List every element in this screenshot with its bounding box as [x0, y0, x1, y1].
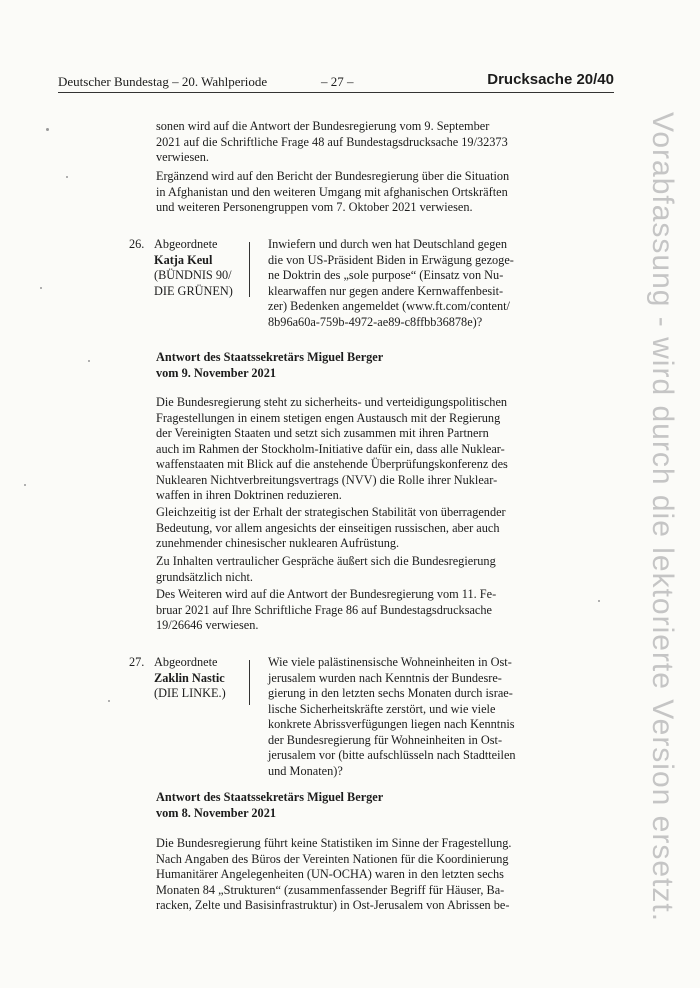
- text-line: Monaten 84 „Strukturen“ (zusammenfassender Begriff für Häuser, Ba-: [156, 882, 505, 897]
- text-line: Wie viele palästinensische Wohneinheiten in Ost-: [268, 655, 512, 669]
- text-line: bruar 2021 auf Ihre Schriftliche Frage 86 auf Bundestagsdrucksache: [156, 602, 492, 617]
- text-line: jerusalem wurden nach Kenntnis der Bundesre-: [268, 670, 502, 685]
- text-line: zer) Bedenken angemeldet (www.ft.com/content/: [268, 299, 510, 313]
- answer-paragraph: [156, 505, 523, 552]
- text-line: Nach Angaben des Büros der Vereinten Nationen für die Koordinierung: [156, 851, 509, 866]
- text-line: gierung in den letzten sechs Monaten durch israe-: [268, 686, 513, 700]
- text-line: Humanitärer Angelegenheiten (UN-OCHA) waren in den letzten sechs: [156, 867, 504, 881]
- asker-party: (BÜNDNIS 90/: [154, 268, 232, 282]
- text-line: der Bundesregierung für Wohneinheiten in Ost-: [268, 732, 503, 747]
- text-line: Die Bundesregierung steht zu sicherheits- und verteidigungspolitischen: [156, 395, 508, 409]
- question-text: [268, 237, 523, 330]
- text-line: lische Sicherheitskräfte zerstört, und wie viele: [268, 701, 496, 716]
- text-line: Fragestellungen in einem stetigen engen Austausch mit der Regierung: [156, 410, 501, 425]
- question-asker: [154, 655, 226, 702]
- scan-speck: [24, 484, 26, 486]
- watermark-text: Vorabfassung - wird durch die lektorierte Version ersetzt.: [646, 112, 679, 923]
- text-line: Gleichzeitig ist der Erhalt der strategischen Stabilität von überragender: [156, 505, 506, 519]
- page-number: – 27 –: [321, 74, 354, 89]
- text-line: Zu Inhalten vertraulicher Gespräche äußert sich die Bundesregierung: [156, 554, 496, 568]
- page-header: [58, 72, 614, 92]
- asker-name: Katja Keul: [154, 252, 213, 267]
- answer-heading: [156, 790, 383, 821]
- text-line: jerusalem vor (bitte aufschlüsseln nach Stadtteilen: [268, 748, 516, 762]
- answer-paragraph: [156, 587, 523, 634]
- text-line: die von US-Präsident Biden in Erwägung gezoge-: [268, 252, 514, 267]
- header-publication: Deutscher Bundestag – 20. Wahlperiode: [58, 74, 268, 89]
- question-number: 26.: [129, 237, 145, 251]
- text-line: Die Bundesregierung führt keine Statistiken im Sinne der Fragestellung.: [156, 836, 512, 850]
- text-line: 8b96a60a-759b-4972-ae89-c8ffbb36878e)?: [268, 314, 483, 329]
- text-line: ne Doktrin des „sole purpose“ (Einsatz von Nu-: [268, 268, 504, 282]
- intro-paragraph-1: [156, 119, 523, 166]
- answer-paragraph: [156, 836, 523, 914]
- text-line: Nuklearen Nichtverbreitungsvertrags (NVV) die Rolle ihrer Nuklear-: [156, 472, 498, 487]
- text-line: konkrete Abrissverfügungen liegen nach Kenntnis: [268, 717, 515, 731]
- scan-speck: [40, 287, 42, 289]
- scan-speck: [598, 600, 600, 602]
- answer-paragraph: [156, 554, 523, 585]
- draft-watermark: [643, 112, 693, 923]
- text-line: Ergänzend wird auf den Bericht der Bundesregierung über die Situation: [156, 169, 510, 183]
- text-line: auch im Rahmen der Stockholm-Initiative dafür ein, dass alle Nuklear-: [156, 441, 505, 456]
- text-line: Des Weiteren wird auf die Antwort der Bundesregierung vom 11. Fe-: [156, 587, 497, 601]
- column-divider: [249, 242, 250, 297]
- text-line: verwiesen.: [156, 150, 209, 164]
- scan-speck: [88, 360, 90, 362]
- answer-heading: [156, 350, 383, 381]
- text-line: zunehmender chinesischer nuklearen Aufrüstung.: [156, 536, 400, 550]
- column-divider: [249, 660, 250, 705]
- text-line: klearwaffen nur gegen andere Kernwaffenbesit-: [268, 283, 504, 298]
- answer-title: Antwort des Staatssekretärs Miguel Berger: [156, 790, 384, 804]
- question-text: [268, 655, 523, 779]
- text-line: grundsätzlich nicht.: [156, 569, 253, 584]
- text-line: waffenstaaten mit Blick auf die anstehende Überprüfungskonferenz des: [156, 457, 508, 471]
- scan-speck: [66, 176, 68, 178]
- asker-role: Abgeordnete: [154, 655, 218, 669]
- scan-speck: [46, 128, 49, 131]
- text-line: und weiteren Personengruppen vom 7. Oktober 2021 verwiesen.: [156, 200, 473, 214]
- text-line: der Vereinigten Staaten und setzt sich zusammen mit ihren Partnern: [156, 426, 489, 440]
- scan-speck: [108, 700, 110, 702]
- text-line: 2021 auf die Schriftliche Frage 48 auf Bundestagsdrucksache 19/32373: [156, 134, 508, 149]
- intro-paragraph-2: [156, 169, 523, 216]
- text-line: sonen wird auf die Antwort der Bundesregierung vom 9. September: [156, 119, 490, 133]
- text-line: in Afghanistan und den weiteren Umgang mit afghanischen Ortskräften: [156, 184, 508, 199]
- text-line: 19/26646 verwiesen.: [156, 618, 259, 632]
- answer-date: vom 8. November 2021: [156, 805, 276, 820]
- text-line: und Monaten)?: [268, 763, 343, 778]
- text-line: racken, Zelte und Basisinfrastruktur) in Ost-Jerusalem von Abrissen be-: [156, 898, 510, 912]
- answer-title: Antwort des Staatssekretärs Miguel Berger: [156, 350, 384, 364]
- answer-paragraph: [156, 395, 523, 504]
- asker-name: Zaklin Nastic: [154, 670, 225, 685]
- text-line: Inwiefern und durch wen hat Deutschland gegen: [268, 237, 508, 251]
- answer-date: vom 9. November 2021: [156, 365, 276, 380]
- text-line: Bedeutung, vor allem angesichts der einseitigen russischen, aber auch: [156, 520, 500, 535]
- header-rule: [58, 92, 614, 93]
- question-asker: [154, 237, 233, 299]
- document-number: Drucksache 20/40: [487, 71, 614, 88]
- text-line: waffen in ihren Doktrinen reduzieren.: [156, 488, 342, 502]
- asker-role: Abgeordnete: [154, 237, 218, 251]
- asker-party: (DIE LINKE.): [154, 686, 226, 700]
- asker-party: DIE GRÜNEN): [154, 283, 233, 298]
- question-number: 27.: [129, 655, 145, 669]
